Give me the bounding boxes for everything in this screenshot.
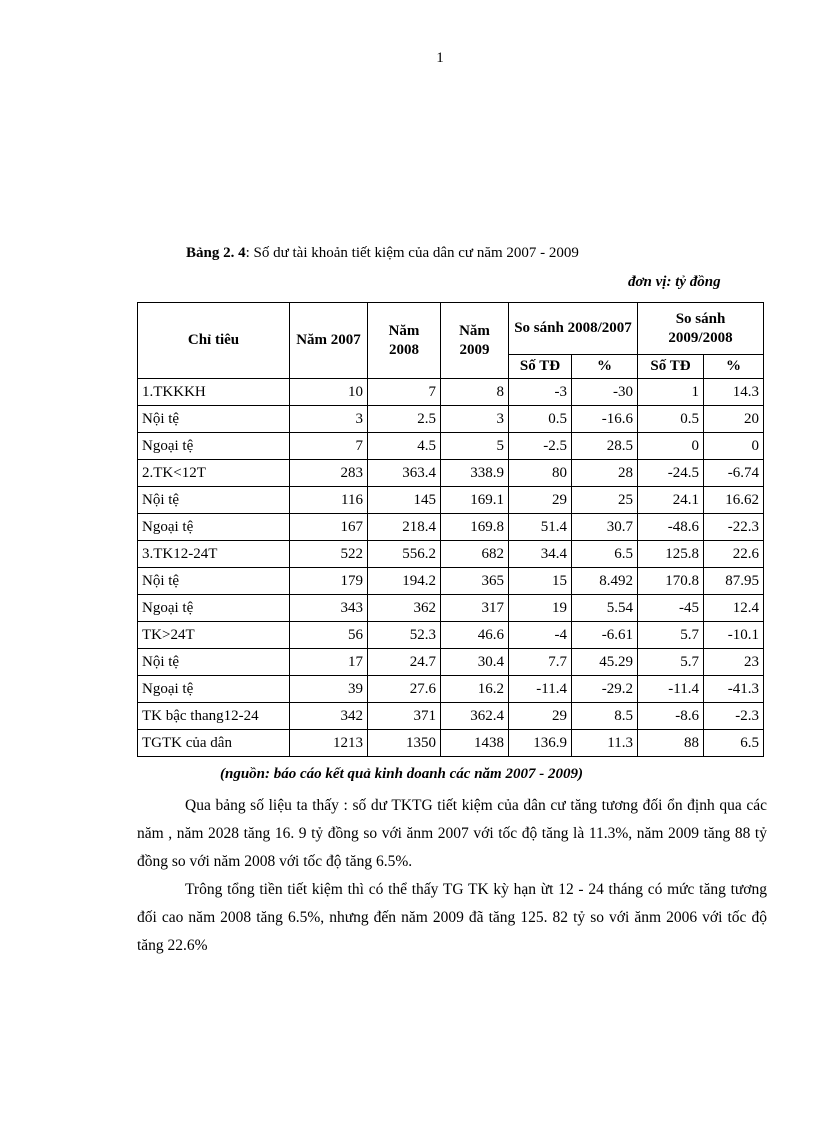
- table-cell: 25: [572, 487, 638, 514]
- table-cell: 362: [368, 595, 441, 622]
- table-cell: 522: [290, 541, 368, 568]
- table-cell: -6.74: [704, 460, 764, 487]
- table-cell: 6.5: [704, 730, 764, 757]
- table-cell: 88: [638, 730, 704, 757]
- table-row: [138, 676, 764, 703]
- table-cell: -3: [509, 379, 572, 406]
- table-row: [138, 379, 764, 406]
- table-cell: 19: [509, 595, 572, 622]
- page-number: 1: [436, 50, 444, 66]
- table-cell: -2.5: [509, 433, 572, 460]
- table-cell: 4.5: [368, 433, 441, 460]
- table-cell: -48.6: [638, 514, 704, 541]
- row-label: 1.TKKKH: [138, 379, 290, 406]
- table-cell: 27.6: [368, 676, 441, 703]
- table-cell: -22.3: [704, 514, 764, 541]
- row-label: Nội tệ: [138, 487, 290, 514]
- table-cell: 52.3: [368, 622, 441, 649]
- table-cell: 51.4: [509, 514, 572, 541]
- table-cell: 8.492: [572, 568, 638, 595]
- table-cell: 12.4: [704, 595, 764, 622]
- table-cell: -29.2: [572, 676, 638, 703]
- table-cell: 16.62: [704, 487, 764, 514]
- table-cell: -45: [638, 595, 704, 622]
- table-cell: 7: [368, 379, 441, 406]
- table-cell: -2.3: [704, 703, 764, 730]
- unit-note: đơn vị: tỷ đồng: [628, 274, 721, 290]
- table-row: [138, 514, 764, 541]
- table-cell: 145: [368, 487, 441, 514]
- table-cell: 28.5: [572, 433, 638, 460]
- table-cell: -11.4: [509, 676, 572, 703]
- table-caption: [186, 245, 579, 262]
- table-cell: 2.5: [368, 406, 441, 433]
- table-row: [138, 406, 764, 433]
- table-cell: 46.6: [441, 622, 509, 649]
- table-cell: 80: [509, 460, 572, 487]
- table-cell: 169.8: [441, 514, 509, 541]
- table-cell: 365: [441, 568, 509, 595]
- table-cell: 24.1: [638, 487, 704, 514]
- table-cell: 7: [290, 433, 368, 460]
- table-cell: 3: [441, 406, 509, 433]
- table-cell: 362.4: [441, 703, 509, 730]
- table-row: [138, 568, 764, 595]
- table-cell: 5: [441, 433, 509, 460]
- table-row: [138, 703, 764, 730]
- table-cell: -6.61: [572, 622, 638, 649]
- table-cell: 8: [441, 379, 509, 406]
- header-pct-2: %: [704, 355, 764, 379]
- table-cell: 167: [290, 514, 368, 541]
- table-cell: 6.5: [572, 541, 638, 568]
- savings-balance-table: [137, 302, 764, 757]
- table-cell: 23: [704, 649, 764, 676]
- table-row: [138, 487, 764, 514]
- row-label: TK>24T: [138, 622, 290, 649]
- table-cell: 371: [368, 703, 441, 730]
- row-label: TK bậc thang12-24: [138, 703, 290, 730]
- table-row: [138, 541, 764, 568]
- table-cell: 342: [290, 703, 368, 730]
- table-cell: 0: [638, 433, 704, 460]
- table-row: [138, 433, 764, 460]
- row-label: Nội tệ: [138, 649, 290, 676]
- table-row: [138, 730, 764, 757]
- table-cell: 56: [290, 622, 368, 649]
- table-cell: 0.5: [638, 406, 704, 433]
- table-cell: 30.7: [572, 514, 638, 541]
- paragraph-2: Trông tổng tiền tiết kiệm thì có thể thấy TG TK kỳ hạn ừt 12 - 24 tháng có mức tăng tương đối cao năm 2008 tăng 6.5%, nhưng đến năm 2009 đã tăng 125. 82 tỷ so với ănm 2006 với tốc độ tăng 22.6%: [137, 881, 767, 954]
- caption-label: Bảng 2. 4: [186, 245, 246, 261]
- row-label: 2.TK<12T: [138, 460, 290, 487]
- table-cell: 169.1: [441, 487, 509, 514]
- source-note: (nguồn: báo cáo kết quả kinh doanh các năm 2007 - 2009): [220, 766, 583, 782]
- paragraph-1: Qua bảng số liệu ta thấy : số dư TKTG tiết kiệm của dân cư tăng tương đối ổn định qua các năm , năm 2028 tăng 16. 9 tỷ đồng so với ănm 2007 với tốc độ tăng là 11.3%, năm 2009 tăng 88 tỷ đồng so với năm 2008 với tốc độ tăng 6.5%.: [137, 797, 767, 870]
- table-cell: 1350: [368, 730, 441, 757]
- table-cell: 3: [290, 406, 368, 433]
- table-cell: 15: [509, 568, 572, 595]
- table-row: [138, 622, 764, 649]
- table-cell: 17: [290, 649, 368, 676]
- table-cell: 22.6: [704, 541, 764, 568]
- table-cell: 338.9: [441, 460, 509, 487]
- table-cell: 556.2: [368, 541, 441, 568]
- table-cell: 7.7: [509, 649, 572, 676]
- table-cell: -11.4: [638, 676, 704, 703]
- row-label: Nội tệ: [138, 406, 290, 433]
- row-label: Nội tệ: [138, 568, 290, 595]
- table-cell: 87.95: [704, 568, 764, 595]
- table-cell: 194.2: [368, 568, 441, 595]
- row-label: TGTK của dân: [138, 730, 290, 757]
- table-cell: 1: [638, 379, 704, 406]
- table-cell: 30.4: [441, 649, 509, 676]
- table-cell: 1438: [441, 730, 509, 757]
- table-cell: 317: [441, 595, 509, 622]
- table-cell: -8.6: [638, 703, 704, 730]
- table-cell: -16.6: [572, 406, 638, 433]
- table-cell: 45.29: [572, 649, 638, 676]
- table-cell: 5.7: [638, 622, 704, 649]
- table-cell: 170.8: [638, 568, 704, 595]
- row-label: Ngoại tệ: [138, 595, 290, 622]
- header-2009: Năm 2009: [441, 303, 509, 379]
- table-cell: 682: [441, 541, 509, 568]
- row-label: Ngoại tệ: [138, 433, 290, 460]
- table-cell: 363.4: [368, 460, 441, 487]
- table-body: [138, 379, 764, 757]
- table-cell: 14.3: [704, 379, 764, 406]
- table-cell: 125.8: [638, 541, 704, 568]
- table-cell: 16.2: [441, 676, 509, 703]
- table-cell: 0.5: [509, 406, 572, 433]
- table-cell: 5.7: [638, 649, 704, 676]
- caption-text: : Số dư tài khoản tiết kiệm của dân cư năm 2007 - 2009: [245, 245, 579, 261]
- header-compare-2008-2007: So sánh 2008/2007: [509, 303, 638, 355]
- table-row: [138, 595, 764, 622]
- table-cell: -41.3: [704, 676, 764, 703]
- header-pct-1: %: [572, 355, 638, 379]
- table-cell: 179: [290, 568, 368, 595]
- table-cell: 10: [290, 379, 368, 406]
- table-cell: 0: [704, 433, 764, 460]
- header-indicator: Chỉ tiêu: [138, 303, 290, 379]
- table-cell: 5.54: [572, 595, 638, 622]
- table-cell: -10.1: [704, 622, 764, 649]
- table-cell: 343: [290, 595, 368, 622]
- header-2007: Năm 2007: [290, 303, 368, 379]
- table-row: [138, 460, 764, 487]
- table-cell: -30: [572, 379, 638, 406]
- table-cell: -4: [509, 622, 572, 649]
- table-cell: 283: [290, 460, 368, 487]
- table-cell: -24.5: [638, 460, 704, 487]
- table-cell: 8.5: [572, 703, 638, 730]
- table-row: [138, 649, 764, 676]
- table-cell: 34.4: [509, 541, 572, 568]
- table-cell: 116: [290, 487, 368, 514]
- row-label: 3.TK12-24T: [138, 541, 290, 568]
- row-label: Ngoại tệ: [138, 514, 290, 541]
- table-cell: 29: [509, 703, 572, 730]
- table-cell: 28: [572, 460, 638, 487]
- header-abs-2: Số TĐ: [638, 355, 704, 379]
- table-cell: 39: [290, 676, 368, 703]
- table-cell: 29: [509, 487, 572, 514]
- table-cell: 1213: [290, 730, 368, 757]
- header-abs-1: Số TĐ: [509, 355, 572, 379]
- table-cell: 20: [704, 406, 764, 433]
- row-label: Ngoại tệ: [138, 676, 290, 703]
- header-2008: Năm 2008: [368, 303, 441, 379]
- table-cell: 136.9: [509, 730, 572, 757]
- header-compare-2009-2008: So sánh 2009/2008: [638, 303, 764, 355]
- table-cell: 24.7: [368, 649, 441, 676]
- table-cell: 218.4: [368, 514, 441, 541]
- table-cell: 11.3: [572, 730, 638, 757]
